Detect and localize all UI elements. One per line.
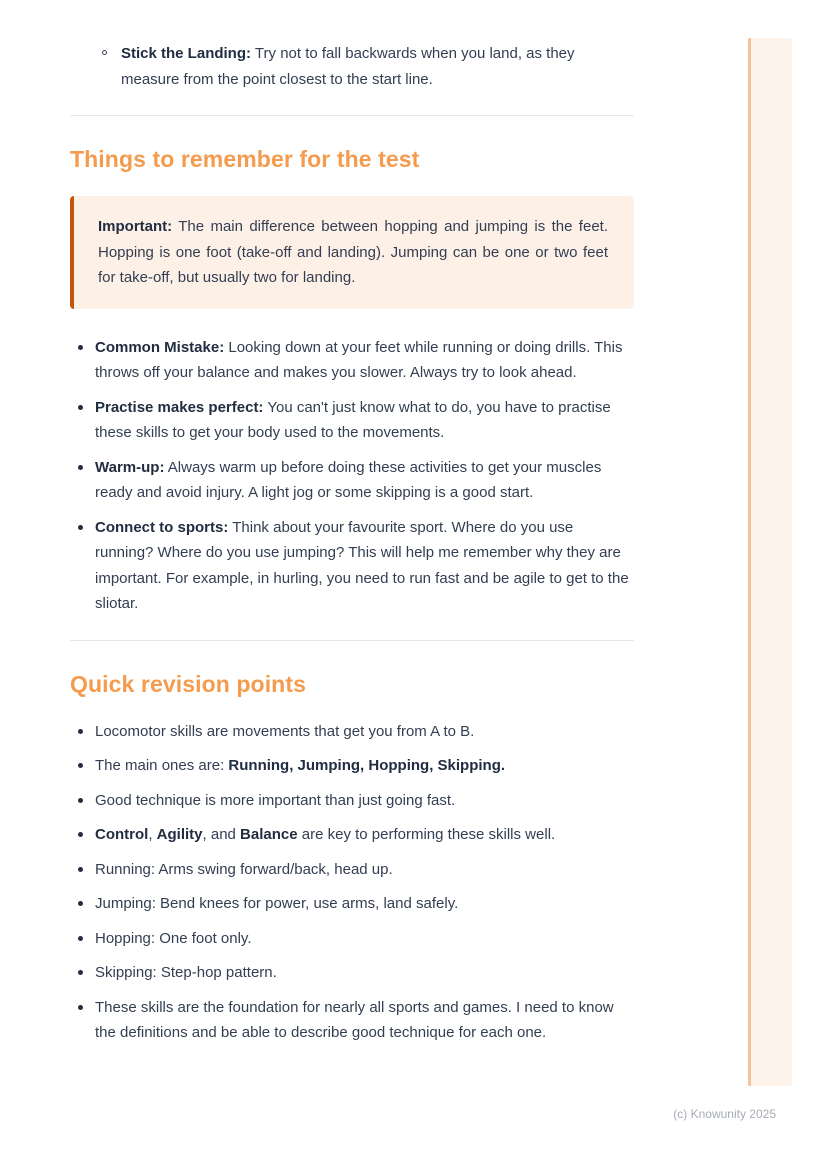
list-item — [70, 995, 634, 1046]
document-content — [70, 38, 634, 1055]
list-item-text — [95, 753, 634, 779]
list-item-text — [95, 995, 634, 1046]
item-label: Connect to sports: — [95, 518, 229, 536]
list-item — [70, 395, 634, 446]
list-item-text — [121, 41, 634, 92]
text-segment: Jumping: Bend knees for power, use arms, land safely. — [95, 895, 459, 912]
text-segment-bold: Running, Jumping, Hopping, Skipping. — [228, 757, 506, 774]
list-item — [70, 335, 634, 386]
list-item — [70, 891, 634, 917]
text-segment-bold: Balance — [240, 826, 298, 843]
list-item — [70, 822, 634, 848]
list-item-text — [95, 455, 634, 506]
text-segment: The main ones are: — [95, 757, 229, 774]
item-body: Try not to fall backwards when you land, as they measure from the point closest to the start line. — [121, 45, 575, 88]
bullet-icon — [78, 970, 83, 975]
list-item-text — [95, 926, 634, 952]
list-item — [70, 926, 634, 952]
text-segment: , — [148, 826, 157, 843]
item-body: Looking down at your feet while running or doing drills. This throws off your balance and makes you slower. Always try to look ahead. — [95, 338, 623, 381]
text-segment-bold: Agility — [156, 826, 203, 843]
important-callout — [70, 196, 634, 309]
item-label: Warm-up: — [95, 458, 165, 476]
bullet-icon — [78, 798, 83, 803]
list-item — [70, 41, 634, 92]
list-item-text — [95, 788, 634, 814]
revision-bullet-list — [70, 719, 634, 1046]
list-item — [70, 515, 634, 617]
text-segment: , and — [202, 826, 241, 843]
section-title-revision: Quick revision points — [70, 670, 306, 697]
bullet-icon — [78, 832, 83, 837]
bullet-icon — [78, 345, 83, 350]
item-body: Always warm up before doing these activities to get your muscles ready and avoid injury. A light jog or some skipping is a good start. — [95, 458, 602, 501]
section-title-remember: Things to remember for the test — [70, 146, 420, 172]
bullet-icon — [78, 465, 83, 470]
text-segment: Good technique is more important than just going fast. — [95, 791, 456, 809]
text-segment: Running: Arms swing forward/back, head up. — [95, 860, 393, 878]
text-segment-bold: Control — [95, 826, 149, 843]
text-segment: Skipping: Step-hop pattern. — [95, 964, 277, 981]
list-item-text — [95, 822, 634, 848]
list-item-text — [95, 515, 634, 617]
callout-body: The main difference between hopping and jumping is the feet. Hopping is one foot (take-off and landing). Jumping can be one or two feet for take-off, but usually two for landing. — [98, 218, 608, 286]
bullet-icon — [78, 729, 83, 734]
list-item — [70, 719, 634, 745]
item-label: Common Mistake: — [95, 338, 225, 356]
list-item — [70, 455, 634, 506]
list-item-text — [95, 891, 634, 917]
list-item — [70, 857, 634, 883]
callout-text — [98, 214, 608, 291]
footer-credit: (c) Knowunity 2025 — [673, 1107, 776, 1121]
item-body: Think about your favourite sport. Where do you use running? Where do you use jumping? This will help me remember why they are important. For example, in hurling, you need to run fast and be agile to get to the sliotar. — [95, 518, 629, 612]
text-segment: are key to performing these skills well. — [297, 826, 556, 843]
bullet-icon — [78, 763, 83, 768]
list-item — [70, 753, 634, 779]
item-label: Stick the Landing: — [121, 45, 252, 62]
text-segment: Hopping: One foot only. — [95, 929, 252, 947]
text-segment: These skills are the foundation for nearly all sports and games. I need to know the definitions and be able to describe good technique for each one. — [95, 998, 614, 1041]
side-stripe — [748, 38, 792, 1086]
item-label: Practise makes perfect: — [95, 398, 264, 416]
list-item-text — [95, 857, 634, 883]
list-item-text — [95, 395, 634, 446]
list-item-text — [95, 960, 634, 986]
bullet-icon — [78, 936, 83, 941]
item-body: You can't just know what to do, you have to practise these skills to get your body used to the movements. — [95, 398, 611, 441]
bullet-icon — [78, 405, 83, 410]
callout-label: Important: — [98, 218, 173, 235]
list-item-text — [95, 719, 634, 745]
list-item-text — [95, 335, 634, 386]
bullet-icon — [78, 525, 83, 530]
list-item — [70, 788, 634, 814]
section-divider — [70, 115, 634, 116]
text-segment: Locomotor skills are movements that get you from A to B. — [95, 722, 475, 740]
bullet-icon — [78, 901, 83, 906]
section-divider — [70, 640, 634, 641]
bullet-icon — [78, 867, 83, 872]
bullet-icon — [78, 1005, 83, 1010]
remember-bullet-list — [70, 335, 634, 617]
intro-list — [70, 41, 634, 92]
circle-bullet-icon — [102, 50, 107, 55]
list-item — [70, 960, 634, 986]
